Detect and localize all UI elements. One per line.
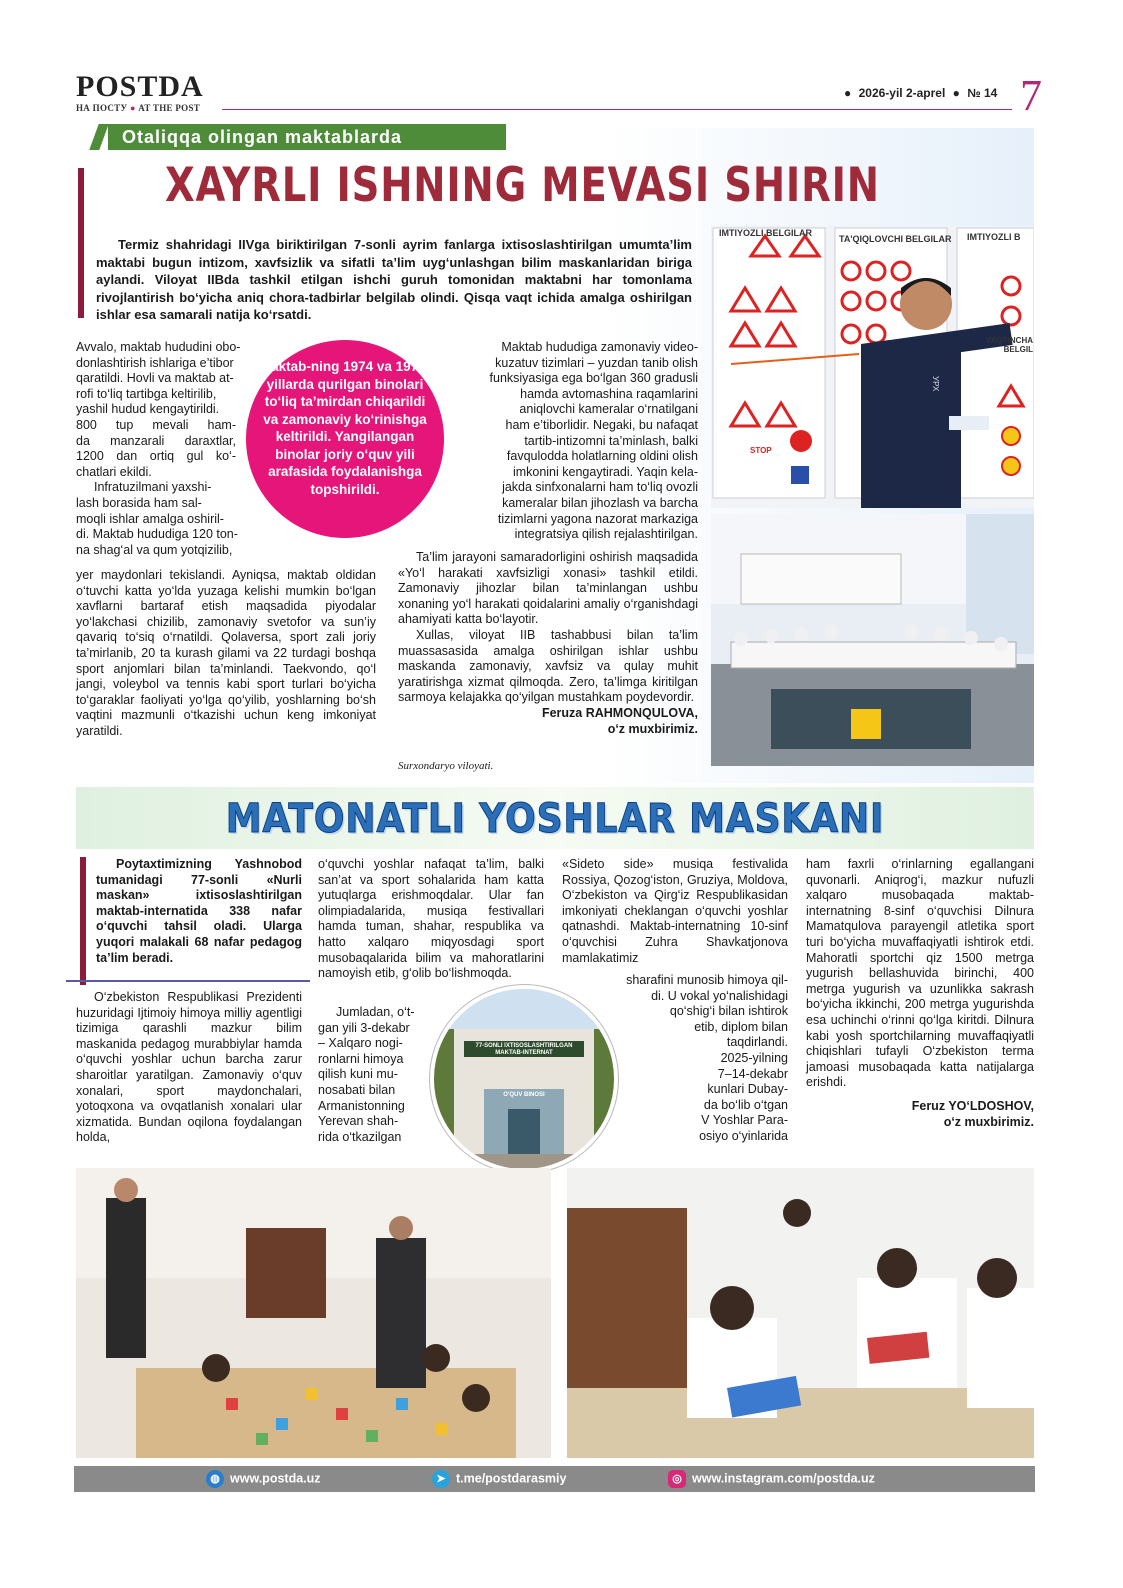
paragraph: Xullas, viloyat IIB tashabbusi bilan ta’lim muassasasida amalga oshirilgan ishlar ushbu maskanda zamonaviy, xavfsiz va qulay muhit yaratirishga xizmat qilmoqda. Zero, ta’limga kiritilgan sarmoya kelajakka qo‘yilgan mustahkam poydevordir. <box>398 627 698 705</box>
instagram-icon: ◎ <box>668 1470 686 1488</box>
col3-line: V Yoshlar Para- <box>701 1113 788 1128</box>
article1-col2-top <box>440 340 698 543</box>
newspaper-subtitle <box>76 103 200 113</box>
col1-line: moqli ishlar amalga oshiril- <box>76 511 224 526</box>
paragraph: «Sideto side» musiqa festivalida Rossiya, Qozog‘iston, Gruziya, Moldova, O‘zbekiston va Qirg‘iz Respublikasidan imkoniyati cheklangan o‘quvchi yoshlar qatnashdi. Maktab-internatning 10-sinf o‘quvchisi Zuhra Shavkatjonova mamlakatimiz <box>562 857 788 965</box>
article1-lead: Termiz shahridagi IIVga biriktirilgan 7-sonli ayrim fanlarga ixtisoslashtirilgan umumta’lim maktabi bugun intizom, xavfsizlik va sifatli ta’lim uyg‘unlashgan bilim maskanlaridan biriga aylandi. Viloyat IIBda tashkil etilgan ishchi guruh tomonidan maktabni har tomonlama rivojlantirish bo‘yicha aniq chora-tadbirlar belgilab olindi. Qisqa vaqt ichida amalga oshirilgan ishlar esa samarali natija ko‘rsatdi. <box>96 237 692 322</box>
col1-line: Avvalo, maktab hududini obo- <box>76 340 241 354</box>
col2-line: rida o‘tkazilgan <box>318 1129 402 1144</box>
col2-line: aniqlovchi kameralar o‘rnatilgani <box>519 402 698 417</box>
globe-icon: ◍ <box>206 1470 224 1488</box>
col1-line: di. Maktab hududiga 120 ton- <box>76 527 238 542</box>
article1-headline: XAYRLI ISHNING MEVASI SHIRIN <box>165 158 880 213</box>
instagram-link[interactable]: www.instagram.com/postda.uz <box>692 1471 875 1486</box>
paragraph: ham faxrli o‘rinlarning egallangani quvonarli. Aniqrog‘i, mazkur nufuzli xalqaro musobaqada maktab-internatning 8-sinf o‘quvchisi Dilnura Mamatqulova parayengil atletika sport turi bo‘yicha muvaffaqiyatli ishtirok etdi. Mahoratli sportchi qiz 1500 metrga yugurish bellashuvida birinchi, 400 metrga yugurish va uzunlikka sakrash bo‘yicha ikkinchi, 200 metrga yugurishda esa uchinchi o‘rinni qo‘lga kiritdi. Dilnura kabi yosh sportchilarning muvaffaqiyatli chiqishlari tufayli O‘zbekiston terma jamoasi musobaqada katta natijalarga erishdi. <box>806 857 1034 1090</box>
classroom-illustration <box>711 514 1034 766</box>
col1-line: yashil hudud kengaytirildi. <box>76 402 220 417</box>
issue-date: 2026-yil 2-aprel <box>858 86 946 100</box>
footer-website[interactable] <box>206 1470 321 1488</box>
col1-line: na shag‘al va qum yotqizilib, <box>76 542 233 557</box>
col2-line: imkonini kengaytiradi. Yaqin kela- <box>512 464 698 479</box>
photo-students-reading <box>567 1168 1034 1458</box>
col2-line: kameralar bilan jihozlash va barcha <box>502 495 698 510</box>
article1-col1-rest <box>76 568 376 740</box>
telegram-link[interactable]: t.me/postdarasmiy <box>456 1471 567 1486</box>
col3-line: kunlari Dubay- <box>707 1082 788 1097</box>
col3-line: 2025-yilning <box>720 1050 788 1065</box>
article2-col2-wrap <box>318 1005 428 1145</box>
col2-line: Armanistonning <box>318 1098 405 1113</box>
subtitle-ru: НА ПОСТУ <box>76 103 128 113</box>
telegram-icon: ➤ <box>432 1470 450 1488</box>
subtitle-en: AT THE POST <box>138 103 201 113</box>
article2-col2-top <box>318 857 544 982</box>
col1-line: qaratildi. Hovli va maktab at- <box>76 371 234 386</box>
col1-line: rofi to‘liq tartibga keltirilib, <box>76 386 217 401</box>
col3-line: taqdirlandi. <box>726 1035 788 1050</box>
road-signs-illustration <box>711 226 1034 508</box>
building-sign: 77-SONLI IXTISOSLASHTIRILGAN MAKTAB-INTERNAT <box>475 1043 573 1056</box>
newspaper-logo: POSTDA <box>76 70 204 103</box>
paragraph: Ta’lim jarayoni samaradorligini oshirish maqsadida «Yo‘l harakati xavfsizligi xonasi» tashkil etildi. Zamonaviy jihozlar bilan ta’minlangan ushbu xonaning yo‘l harakati qoidalarini amaliy o‘rganishdagi ahamiyati katta bo‘layotir. <box>398 550 698 627</box>
subtitle-dot: ● <box>129 103 136 113</box>
author-name: Feruz YO‘LDOSHOV, <box>911 1098 1034 1113</box>
article2-col3-wrap <box>602 973 788 1145</box>
photo-school-building <box>430 985 618 1173</box>
page-number: 7 <box>1020 71 1042 120</box>
col2-line: – Xalqaro nogi- <box>318 1036 403 1051</box>
col3-line: da bo‘lib o‘tgan <box>703 1097 788 1112</box>
col3-line: sharafini munosib himoya qil- <box>626 973 788 987</box>
col3-line: 7–14-dekabr <box>717 1066 788 1081</box>
col3-line: di. U vokal yo‘nalishidagi <box>651 988 788 1003</box>
lead-rule <box>66 980 310 982</box>
col1-line: 1200 dan ortiq gul ko‘- <box>76 449 236 464</box>
col1-line: chatlari ekildi. <box>76 464 152 479</box>
header-rule <box>222 109 1012 110</box>
author-role: o‘z muxbirimiz. <box>607 721 698 736</box>
lead-accent-bar <box>78 168 84 318</box>
article2-col4 <box>806 857 1034 1130</box>
paragraph: O‘zbekiston Respublikasi Prezidenti huzuridagi Ijtimoiy himoya milliy agentligi tizimiga qarashli mazkur bilim maskanida pedagog murabbiylar hamda o‘quvchi yoshlar uchun barcha zarur sharoitlar yaratilgan. Zamonaviy o‘quv xonalari, sport maydonchalari, yotoqxona va ovqatlanish xonalari ular xizmatida. Bundan oqilona foydalangan holda, <box>76 990 302 1145</box>
col2-line: funksiyasiga ega bo‘lgan 360 gradusli <box>489 371 698 386</box>
website-link[interactable]: www.postda.uz <box>230 1471 321 1486</box>
children-classroom-illustration <box>76 1168 551 1458</box>
students-illustration <box>567 1168 1034 1458</box>
col2-line: ham e’tiborlidir. Negaki, bu nafaqat <box>505 417 698 432</box>
col3-line: qo‘shig‘i bilan ishtirok <box>669 1004 788 1019</box>
col1-line: Infratuzilmani yaxshi- <box>94 480 212 495</box>
col2-line: ronlarni himoya <box>318 1051 404 1066</box>
col2-line: nosabati bilan <box>318 1082 396 1097</box>
paragraph: o‘quvchi yoshlar nafaqat ta’lim, balki san’at va sport sohalarida ham katta yutuqlarga erishmoqdalar. Ular fan olimpiadalarida, musiqa festivallari hamda tuman, shahar, respublika va hatto xalqaro miqyosdagi sport musobaqalarida bilim va mahoratlarini namoyish etib, g‘olib bo‘lishmoqda. <box>318 857 544 981</box>
stop-sign-label: STOP <box>750 446 772 455</box>
col3-line: etib, diplom bilan <box>694 1019 788 1034</box>
bullet-icon: ● <box>844 86 852 100</box>
col1-line: da manzarali daraxtlar, <box>76 433 236 448</box>
photo-officer-road-signs <box>711 226 1034 508</box>
col3-line: osiyo o‘yinlarida <box>699 1128 788 1143</box>
issue-number: № 14 <box>967 86 998 100</box>
footer-telegram[interactable] <box>432 1470 566 1488</box>
issue-info <box>840 86 997 100</box>
photo-children-blocks <box>76 1168 551 1458</box>
col2-line: tartib-intizomni ta’minlash, balki <box>524 433 698 448</box>
col2-line: Maktab hududiga zamonaviy video- <box>501 340 698 354</box>
col1-line: donlashtirish ishlariga e’tibor <box>76 355 234 370</box>
lead-accent-bar <box>80 857 86 985</box>
article2-lead: Poytaxtimizning Yashnobod tumanidagi 77-sonli «Nurli maskan» ixtisoslashtirilgan maktab-internatida 338 nafar o‘quvchi tahsil oladi. Ularga yuqori malakali 68 nafar pedagog ta’lim beradi. <box>96 857 302 965</box>
col2-line: favqulodda holatlarning oldini olish <box>506 449 698 464</box>
sign-board-label: IMTIYOZLI B <box>967 232 1021 242</box>
paragraph: yer maydonlari tekislandi. Ayniqsa, maktab oldidan o‘tuvchi katta yo‘lda yuzaga kelishi mumkin bo‘lgan xavflarni bartaraf etish maqsadida piyodalar yo‘lakchasi chizilib, zamonaviy svetofor va sun’iy qavariq to‘siq o‘rnatildi. Qolaversa, sport zali joriy ta’mirlanib, 20 ta kurash gilami va 22 turdagi boshqa sport anjomlari bilan ta’minlandi. Taekvondo, qo‘l jangi, voleybol va tennis kabi sport turlari bo‘yicha to‘garaklar faoliyati yo‘lga qo‘yilib, yoshlarning bo‘sh vaqtini mazmunli o‘tkazishi uchun keng imkoniyat yaratildi. <box>76 568 376 738</box>
article2-col3-top <box>562 857 788 966</box>
col2-line: tizimlarni yagona nazorat markaziga <box>497 511 698 526</box>
col2-line: jakda sinfxonalarni ham to‘liq ovozli <box>502 480 698 495</box>
uniform-patch: УРХ <box>931 376 940 392</box>
photo-traffic-classroom <box>711 514 1034 766</box>
dateline-place: Surxondaryo viloyati. <box>398 760 494 772</box>
col2-line: Jumladan, o‘t- <box>336 1005 415 1019</box>
bullet-icon: ● <box>952 86 960 100</box>
col2-line: kuzatuv tizimlari – yuzdan tanib olish <box>495 355 698 370</box>
article1-col2-rest <box>398 550 698 737</box>
article2-headline: MATONATLI YOSHLAR MASKANI <box>225 796 885 842</box>
col2-line: Yerevan shah- <box>318 1114 399 1129</box>
sign-board-label: VAQTINCHA BELGIL <box>986 336 1033 354</box>
col2-line: hamda avtomashina raqamlarini <box>520 386 698 401</box>
footer-instagram[interactable] <box>668 1470 875 1488</box>
article2-col1 <box>76 990 302 1146</box>
col2-line: qilish kuni mu- <box>318 1067 398 1082</box>
article1-rubric: Otaliqqa olingan maktablarda <box>108 124 506 150</box>
sign-board-label: TA'QIQLOVCHI BELGILAR <box>839 234 952 244</box>
building-door-sign: O'QUV BINOSI <box>503 1092 545 1098</box>
col1-line: lash borasida ham sal- <box>76 495 202 510</box>
col2-line: integratsiya qilish rejalashtirilgan. <box>514 527 698 542</box>
author-name: Feruza RAHMONQULOVA, <box>541 705 698 720</box>
col1-line: 800 tup mevali ham- <box>76 417 236 432</box>
building-illustration <box>434 989 614 1169</box>
author-role: o‘z muxbirimiz. <box>943 1114 1034 1129</box>
col2-line: gan yili 3-dekabr <box>318 1020 410 1035</box>
sign-board-label: IMTIYOZLI BELGILAR <box>719 228 812 238</box>
callout-text: Maktab-ning 1974 va 1978-yillarda qurilgan binolari to‘liq ta’mirdan chiqarildi va zamonaviy ko‘rinishga keltirildi. Yangilangan binolar joriy o‘quv yili arafasida foydalanishga topshirildi. <box>259 359 431 497</box>
